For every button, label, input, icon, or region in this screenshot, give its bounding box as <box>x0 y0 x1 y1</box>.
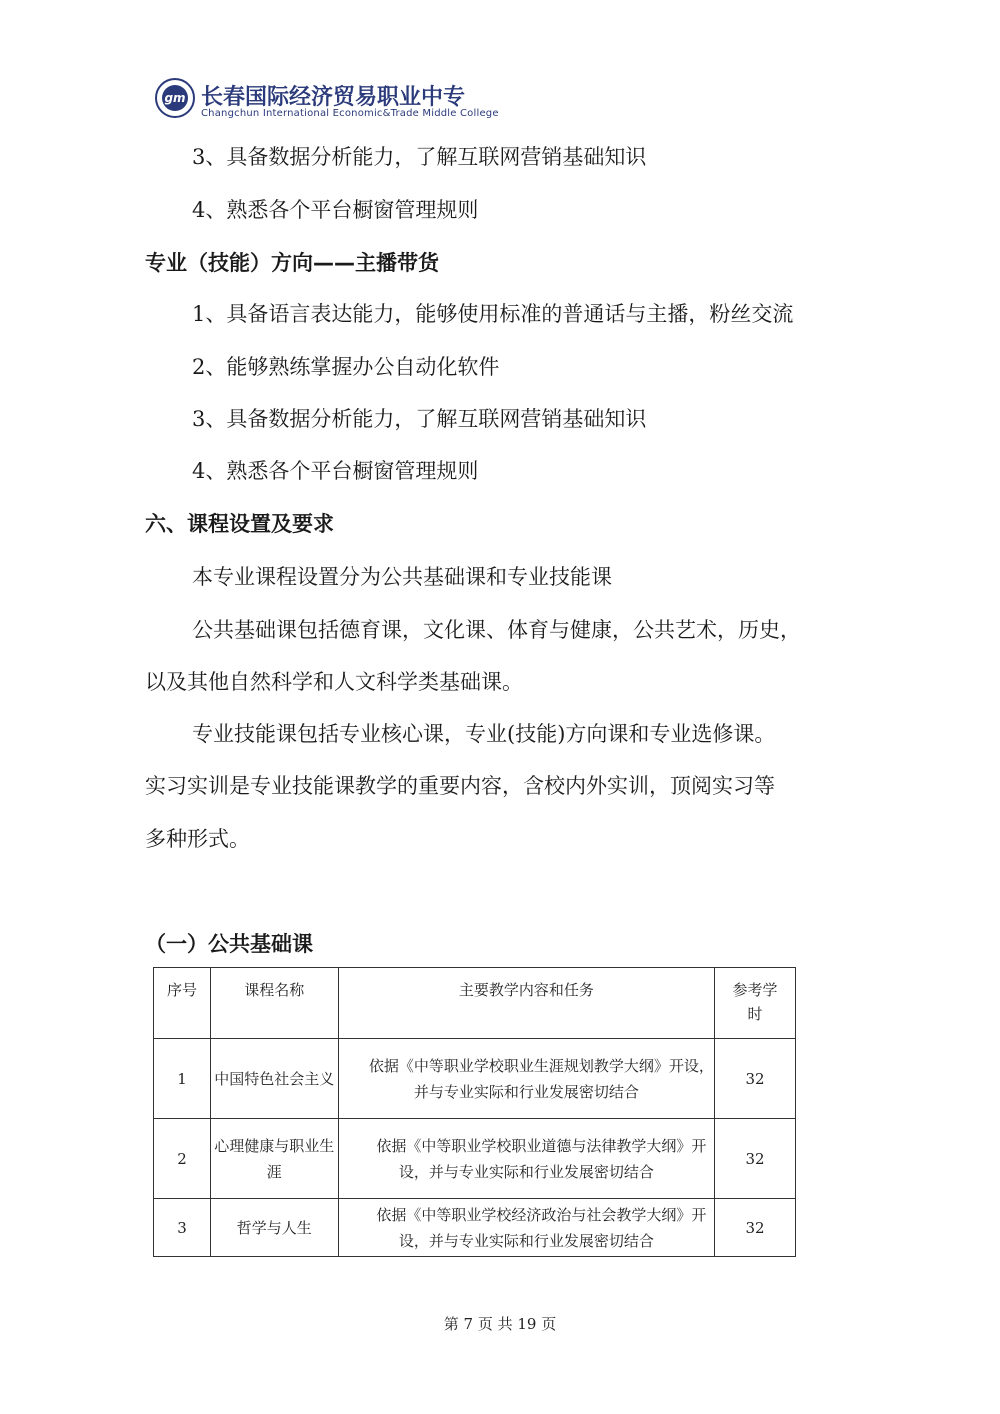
column-header-hours: 参考学时 <box>715 968 796 1039</box>
cell-no: 1 <box>154 1039 211 1119</box>
table-row <box>154 1199 796 1257</box>
table-row <box>154 1039 796 1119</box>
body-line: 以及其他自然科学和人文科学类基础课。 <box>145 670 523 694</box>
section-heading: 六、课程设置及要求 <box>145 512 334 536</box>
table-row <box>154 1119 796 1199</box>
table-header-row <box>154 968 796 1039</box>
body-line: 公共基础课包括德育课，文化课、体育与健康，公共艺术，历史， <box>192 618 801 642</box>
body-line: 专业技能课包括专业核心课，专业(技能)方向课和专业选修课。 <box>192 722 776 746</box>
section-subheading: 专业（技能）方向——主播带货 <box>145 251 439 275</box>
school-logo <box>155 78 195 118</box>
column-header-name: 课程名称 <box>210 968 338 1039</box>
cell-course-name: 中国特色社会主义 <box>210 1039 338 1119</box>
body-line: 实习实训是专业技能课教学的重要内容，含校内外实训，顶阅实习等 <box>145 774 775 798</box>
body-line: 4、熟悉各个平台橱窗管理规则 <box>192 459 479 483</box>
table-heading: （一）公共基础课 <box>145 932 313 956</box>
school-name-english: Changchun International Economic&Trade Middle College <box>201 108 499 119</box>
logo-monogram: gm <box>162 85 188 111</box>
body-line: 3、具备数据分析能力，了解互联网营销基础知识 <box>192 407 647 431</box>
cell-course-name: 心理健康与职业生涯 <box>210 1119 338 1199</box>
body-line: 4、熟悉各个平台橱窗管理规则 <box>192 198 479 222</box>
cell-hours: 32 <box>715 1039 796 1119</box>
body-line: 1、具备语言表达能力，能够使用标准的普通话与主播，粉丝交流 <box>192 302 794 326</box>
body-line: 多种形式。 <box>145 827 250 851</box>
body-line: 3、具备数据分析能力，了解互联网营销基础知识 <box>192 145 647 169</box>
school-name: 长春国际经济贸易职业中专 <box>201 85 466 110</box>
cell-content: 依据《中等职业学校职业生涯规划教学大纲》开设， 并与专业实际和行业发展密切结合 <box>338 1039 714 1119</box>
cell-no: 2 <box>154 1119 211 1199</box>
column-header-no: 序号 <box>154 968 211 1039</box>
cell-content: 依据《中等职业学校职业道德与法律教学大纲》开设，并与专业实际和行业发展密切结合 <box>338 1119 714 1199</box>
body-line: 2、能够熟练掌握办公自动化软件 <box>192 355 500 379</box>
cell-course-name: 哲学与人生 <box>210 1199 338 1257</box>
cell-hours: 32 <box>715 1199 796 1257</box>
body-line: 本专业课程设置分为公共基础课和专业技能课 <box>192 565 612 589</box>
cell-content: 依据《中等职业学校经济政治与社会教学大纲》开设，并与专业实际和行业发展密切结合 <box>338 1199 714 1257</box>
cell-hours: 32 <box>715 1119 796 1199</box>
course-table <box>153 967 796 1257</box>
column-header-content: 主要教学内容和任务 <box>338 968 714 1039</box>
page-number: 第 7 页 共 19 页 <box>443 1315 557 1333</box>
cell-no: 3 <box>154 1199 211 1257</box>
